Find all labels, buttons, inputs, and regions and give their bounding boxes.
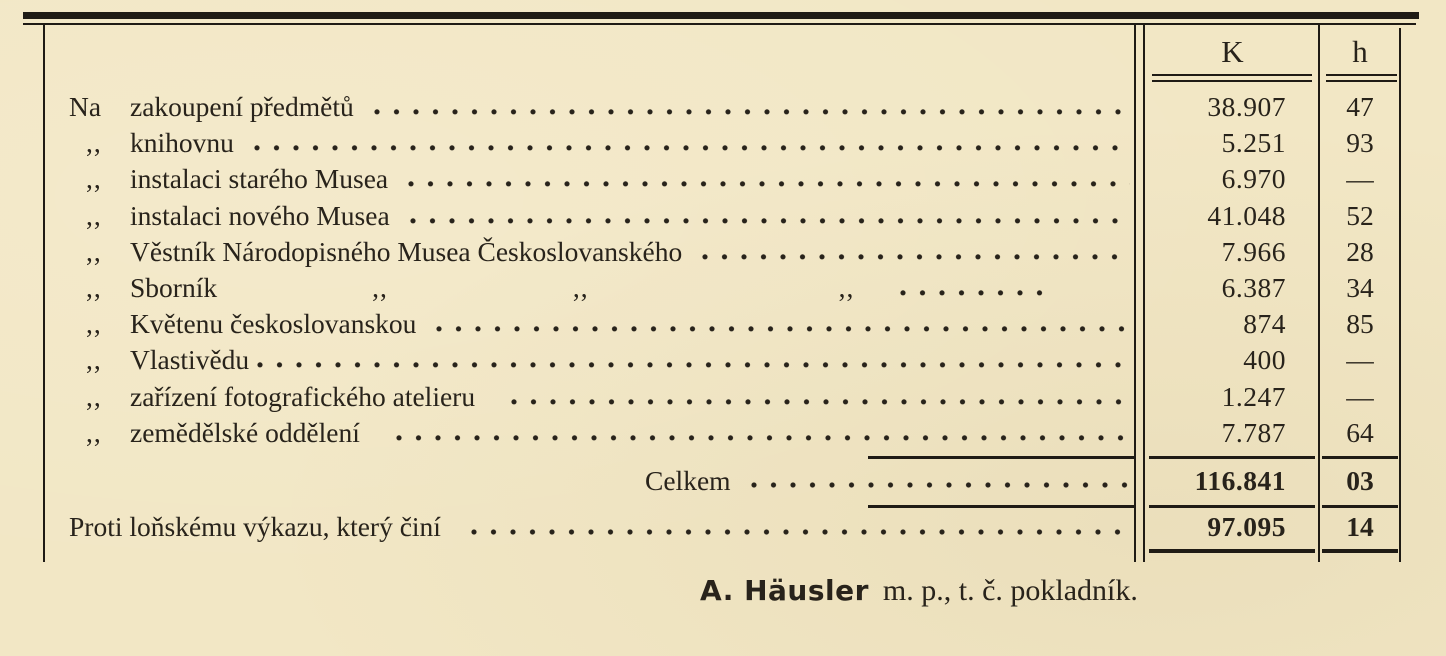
amount-h: 52 xyxy=(1346,199,1374,231)
row-label: Květenu českoslovanskou xyxy=(130,308,417,340)
bottom-rule-h xyxy=(1322,549,1398,553)
amount-k: 38.907 xyxy=(1207,91,1286,123)
dot-leader xyxy=(368,89,1130,125)
row-label: zakoupení předmětů xyxy=(130,91,354,123)
dot-leader xyxy=(251,342,1130,378)
row-label: Vlastivědu xyxy=(130,344,250,376)
table-row xyxy=(43,161,1402,197)
row-prefix: ,, xyxy=(86,199,102,231)
amount-h: 28 xyxy=(1346,235,1374,267)
amount-k: 41.048 xyxy=(1207,199,1286,231)
amount-k: 5.251 xyxy=(1221,127,1286,159)
amount-h: 93 xyxy=(1346,127,1374,159)
amount-k: 6.970 xyxy=(1221,163,1286,195)
k-header-underline-2 xyxy=(1152,80,1312,82)
row-prefix: ,, xyxy=(86,308,102,340)
comparison-row xyxy=(43,506,1402,548)
row-label: Sborník xyxy=(130,272,218,304)
row-prefix: ,, xyxy=(86,163,102,195)
amount-h: — xyxy=(1346,344,1374,376)
amount-h: 64 xyxy=(1346,416,1374,448)
dot-leader xyxy=(402,161,1130,197)
row-prefix: ,, xyxy=(86,416,102,448)
row-label: knihovnu xyxy=(130,127,234,159)
row-label: zařízení fotografického atelieru xyxy=(130,380,476,412)
total-label: Celkem xyxy=(645,465,731,496)
comparison-amount-k: 97.095 xyxy=(1207,511,1286,542)
dot-leader xyxy=(505,379,1130,415)
row-prefix: Na xyxy=(69,91,102,123)
table-body xyxy=(43,89,1402,451)
dot-leader xyxy=(248,125,1130,161)
row-prefix: ,, xyxy=(86,235,102,267)
total-amount-k: 116.841 xyxy=(1194,465,1286,496)
table-row-ditto xyxy=(43,270,1402,306)
row-prefix: ,, xyxy=(86,380,102,412)
amount-h: 34 xyxy=(1346,272,1374,304)
amount-k: 874 xyxy=(1243,308,1286,340)
row-label: zemědělské oddělení xyxy=(130,416,360,448)
row-prefix: ,, xyxy=(86,127,102,159)
dot-leader xyxy=(390,415,1130,451)
amount-k: 7.787 xyxy=(1221,416,1286,448)
comparison-amount-h: 14 xyxy=(1346,511,1374,542)
comparison-label: Proti loňskému výkazu, který činí xyxy=(69,511,441,542)
amount-h: — xyxy=(1346,163,1374,195)
row-prefix: ,, xyxy=(86,344,102,376)
dot-leader xyxy=(404,198,1130,234)
total-row xyxy=(43,459,1402,503)
table-top-thick-rule xyxy=(23,12,1419,19)
table-row xyxy=(43,89,1402,125)
dot-leader xyxy=(430,306,1130,342)
amount-h: 47 xyxy=(1346,91,1374,123)
row-label: instalaci starého Musea xyxy=(130,163,389,195)
total-amount-h: 03 xyxy=(1346,465,1374,496)
ditto-mark: ,, xyxy=(372,272,388,304)
ditto-mark: ,, xyxy=(838,272,855,304)
amount-k: 400 xyxy=(1243,344,1286,376)
dot-leader xyxy=(894,270,1044,306)
h-header-underline-2 xyxy=(1326,80,1397,82)
column-header-h: h xyxy=(1352,34,1368,69)
amount-h: — xyxy=(1346,380,1374,412)
table-row xyxy=(43,379,1402,415)
ditto-mark: ,, xyxy=(572,272,589,304)
signature-line xyxy=(700,574,1138,608)
row-prefix: ,, xyxy=(86,272,102,304)
bottom-rule-k xyxy=(1149,549,1315,553)
table-row xyxy=(43,306,1402,342)
column-header-k: K xyxy=(1221,34,1244,69)
dot-leader xyxy=(696,234,1130,270)
amount-k: 6.387 xyxy=(1221,272,1286,304)
table-row xyxy=(43,342,1402,378)
table-top-thin-rule xyxy=(23,23,1416,25)
amount-h: 85 xyxy=(1346,308,1374,340)
row-label: Věstník Národopisného Musea Českoslovanského xyxy=(130,235,683,267)
dot-leader xyxy=(465,506,1130,548)
table-row xyxy=(43,125,1402,161)
table-row xyxy=(43,234,1402,270)
row-label: instalaci nového Musea xyxy=(130,199,390,231)
table-row xyxy=(43,415,1402,451)
amount-k: 1.247 xyxy=(1221,380,1286,412)
table-row xyxy=(43,198,1402,234)
amount-k: 7.966 xyxy=(1221,235,1286,267)
dot-leader xyxy=(745,459,1130,503)
signature-name: A. Häusler xyxy=(700,574,869,607)
signature-title: m. p., t. č. pokladník. xyxy=(882,574,1138,607)
